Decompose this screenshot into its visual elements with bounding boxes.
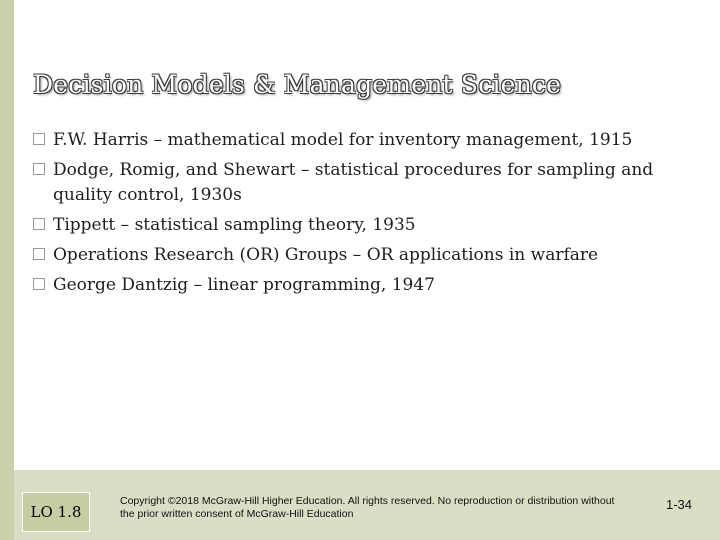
page-number: 1-34 xyxy=(666,497,693,512)
square-bullet-icon xyxy=(33,248,45,260)
bullet-list xyxy=(33,125,673,300)
bullet-text: Operations Research (OR) Groups – OR applications in warfare xyxy=(53,245,599,265)
bullet-text: Dodge, Romig, and Shewart – statistical procedures for sampling and quality control, 1930s xyxy=(53,160,654,205)
square-bullet-icon xyxy=(33,163,45,175)
copyright-notice: Copyright ©2018 McGraw-Hill Higher Education. All rights reserved. No reproduction or distribution without the prior written consent of McGraw-Hill Education xyxy=(120,495,615,520)
bullet-item xyxy=(33,210,673,240)
square-bullet-icon xyxy=(33,133,45,145)
bullet-item xyxy=(33,270,673,300)
slide-title: Decision Models & Management Science xyxy=(33,70,562,99)
bullet-text: Tippett – statistical sampling theory, 1935 xyxy=(53,215,416,235)
bullet-text: George Dantzig – linear programming, 1947 xyxy=(53,275,435,295)
square-bullet-icon xyxy=(33,218,45,230)
left-accent-band xyxy=(0,0,14,540)
bullet-item xyxy=(33,240,673,270)
square-bullet-icon xyxy=(33,278,45,290)
learning-objective-badge: LO 1.8 xyxy=(22,492,90,532)
bullet-text: F.W. Harris – mathematical model for inventory management, 1915 xyxy=(53,130,633,150)
bullet-item xyxy=(33,125,673,155)
bullet-item xyxy=(33,155,673,210)
